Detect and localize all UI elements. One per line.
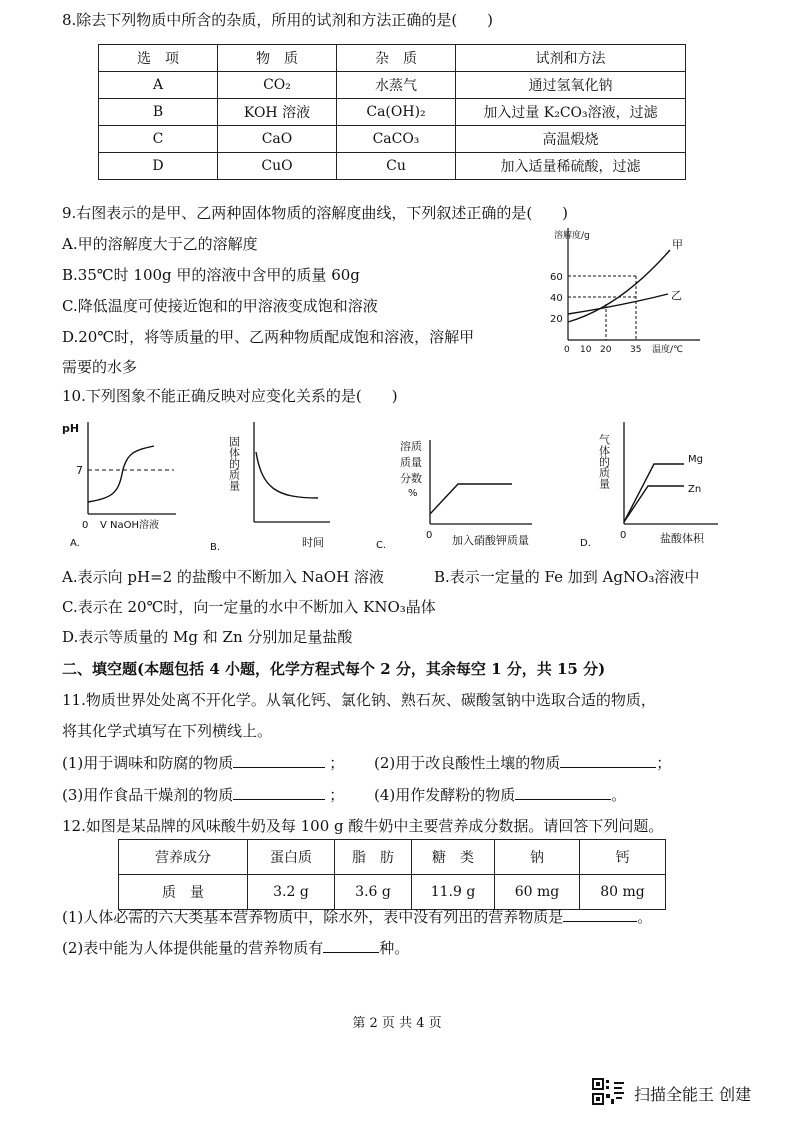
- q11-part4: [374, 785, 626, 805]
- answer-blank[interactable]: [560, 753, 656, 768]
- table-cell: 3.6 g: [335, 875, 412, 910]
- y-tick-60: 60: [550, 272, 563, 283]
- q11-stem-line1: 11.物质世界处处离不开化学。从氧化钙、氯化钠、熟石灰、碳酸氢钠中选取合适的物质，: [62, 691, 656, 709]
- table-cell: 11.9 g: [412, 875, 495, 910]
- q12-part1: [62, 907, 652, 927]
- y-label-1: 溶质: [400, 440, 422, 453]
- table-cell: D: [99, 153, 218, 180]
- table-cell: 质 量: [119, 875, 248, 910]
- table-row: [99, 45, 686, 72]
- zn-label: Zn: [688, 484, 702, 495]
- table-cell: 80 mg: [580, 875, 666, 910]
- q10-option-c: C.表示在 20℃时，向一定量的水中不断加入 KNO₃晶体: [62, 598, 436, 616]
- punctuation: 。: [637, 908, 653, 926]
- q11-part4-text: (4)用作发酵粉的物质: [374, 786, 516, 804]
- table-cell: C: [99, 126, 218, 153]
- table-header: 试剂和方法: [456, 45, 686, 72]
- table-header: 钙: [580, 840, 666, 875]
- origin: 0: [82, 520, 89, 531]
- x-axis-label: 时间: [302, 536, 324, 549]
- q9-option-c: C.降低温度可使接近饱和的甲溶液变成饱和溶液: [62, 297, 378, 315]
- nutrition-table: [118, 839, 666, 910]
- solid-mass-curve: [256, 452, 318, 498]
- answer-blank[interactable]: [233, 785, 325, 800]
- q10-option-d: D.表示等质量的 Mg 和 Zn 分别加足量盐酸: [62, 628, 353, 646]
- q12-part1-text: (1)人体必需的六大类基本营养物质中，除水外，表中没有列出的营养物质是: [62, 908, 564, 926]
- q9-option-a: A.甲的溶解度大于乙的溶解度: [62, 235, 258, 253]
- table-cell: 高温煅烧: [456, 126, 686, 153]
- punctuation: 。: [611, 786, 627, 804]
- q11-part2: [374, 753, 671, 773]
- x-tick-10: 10: [580, 345, 592, 355]
- x-tick-0: 0: [564, 345, 570, 355]
- table-cell: KOH 溶液: [218, 99, 337, 126]
- table-cell: CuO: [218, 153, 337, 180]
- punctuation: ；: [656, 754, 672, 772]
- q11-part3-text: (3)用作食品干燥剂的物质: [62, 786, 234, 804]
- punctuation: ；: [329, 786, 345, 804]
- q10-option-a: A.表示向 pH=2 的盐酸中不断加入 NaOH 溶液: [62, 568, 384, 586]
- x-axis-label: 温度/℃: [652, 345, 684, 355]
- table-cell: 通过氢氧化钠: [456, 72, 686, 99]
- q11-stem-line2: 将其化学式填写在下列横线上。: [62, 722, 273, 740]
- answer-blank[interactable]: [515, 785, 611, 800]
- x-axis-label: 加入硝酸钾质量: [452, 534, 529, 547]
- q10-option-b: B.表示一定量的 Fe 加到 AgNO₃溶液中: [434, 568, 700, 586]
- x-axis-label: V NaOH溶液: [100, 520, 160, 531]
- tick-7: 7: [76, 464, 83, 477]
- table-header: 蛋白质: [248, 840, 335, 875]
- figure-tag: A.: [70, 538, 80, 549]
- mg-line: [624, 464, 684, 522]
- table-header: 选 项: [99, 45, 218, 72]
- q12-part2-suffix: 种。: [379, 939, 410, 957]
- q11-part3: [62, 785, 344, 805]
- table-row: [99, 126, 686, 153]
- q12-part2-text: (2)表中能为人体提供能量的营养物质有: [62, 939, 324, 957]
- mass-fraction-line: [430, 484, 512, 514]
- x-tick-35: 35: [630, 345, 642, 355]
- q9-stem: 9.右图表示的是甲、乙两种固体物质的溶解度曲线，下列叙述正确的是( ): [62, 204, 569, 222]
- solubility-chart: [540, 222, 710, 362]
- table-header: 脂 肪: [335, 840, 412, 875]
- table-header: 糖 类: [412, 840, 495, 875]
- table-cell: Cu: [337, 153, 456, 180]
- table-row: [99, 72, 686, 99]
- y-axis-label: pH: [62, 422, 80, 435]
- origin: 0: [426, 530, 433, 541]
- q11-part1: [62, 753, 344, 773]
- table-header: 杂 质: [337, 45, 456, 72]
- table-cell: A: [99, 72, 218, 99]
- origin: 0: [620, 530, 627, 541]
- y-axis-label: 固体的质量: [227, 436, 241, 491]
- q11-part2-text: (2)用于改良酸性土壤的物质: [374, 754, 561, 772]
- series-label-yi: 乙: [671, 289, 682, 302]
- answer-blank[interactable]: [233, 753, 325, 768]
- table-cell: CaO: [218, 126, 337, 153]
- q9-option-d-cont: 需要的水多: [62, 358, 138, 376]
- x-tick-20: 20: [600, 345, 612, 355]
- table-cell: 3.2 g: [248, 875, 335, 910]
- table-cell: 60 mg: [495, 875, 580, 910]
- y-label-2: 质量: [400, 456, 422, 469]
- q8-stem: 8.除去下列物质中所含的杂质，所用的试剂和方法正确的是( ): [62, 11, 494, 29]
- q10-figure-b: [206, 418, 346, 558]
- table-cell: 加入过量 K₂CO₃溶液，过滤: [456, 99, 686, 126]
- table-cell: B: [99, 99, 218, 126]
- q10-figure-d: [578, 418, 728, 558]
- table-cell: 水蒸气: [337, 72, 456, 99]
- x-axis-label: 盐酸体积: [660, 532, 704, 545]
- table-row: [119, 840, 666, 875]
- punctuation: ；: [329, 754, 345, 772]
- figure-tag: D.: [580, 538, 591, 549]
- ph-curve: [88, 446, 154, 502]
- table-header: 钠: [495, 840, 580, 875]
- table-row: [99, 153, 686, 180]
- y-axis-label: 溶解度/g: [554, 231, 590, 241]
- figure-tag: B.: [210, 542, 221, 553]
- q8-table: [98, 44, 686, 180]
- mg-label: Mg: [688, 454, 703, 465]
- qr-code-icon: [592, 1078, 626, 1106]
- answer-blank[interactable]: [563, 907, 637, 922]
- y-tick-20: 20: [550, 314, 563, 325]
- q12-stem: 12.如图是某品牌的风味酸牛奶及每 100 g 酸牛奶中主要营养成分数据。请回答下列问题。: [62, 817, 664, 835]
- table-row: [119, 875, 666, 910]
- q10-figure-a: [56, 418, 196, 558]
- q10-stem: 10.下列图象不能正确反映对应变化关系的是( ): [62, 387, 398, 405]
- table-cell: 加入适量稀硫酸，过滤: [456, 153, 686, 180]
- q11-part1-text: (1)用于调味和防腐的物质: [62, 754, 234, 772]
- q10-figure-c: [372, 436, 552, 556]
- table-cell: Ca(OH)₂: [337, 99, 456, 126]
- figure-tag: C.: [376, 540, 387, 551]
- table-header: 物 质: [218, 45, 337, 72]
- q9-option-d: D.20℃时，将等质量的甲、乙两种物质配成饱和溶液，溶解甲: [62, 328, 475, 346]
- table-row: [99, 99, 686, 126]
- section-heading: 二、填空题(本题包括 4 小题，化学方程式每个 2 分，其余每空 1 分，共 15 分): [62, 660, 606, 678]
- table-cell: CaCO₃: [337, 126, 456, 153]
- answer-blank[interactable]: [323, 938, 379, 953]
- table-header: 营养成分: [119, 840, 248, 875]
- page-number: 第 2 页 共 4 页: [352, 1016, 442, 1031]
- table-cell: CO₂: [218, 72, 337, 99]
- series-label-jia: 甲: [672, 238, 683, 251]
- y-axis-label: 气体的质量: [597, 434, 611, 489]
- q9-option-b: B.35℃时 100g 甲的溶液中含甲的质量 60g: [62, 266, 360, 284]
- scanner-brand: 扫描全能王 创建: [634, 1085, 752, 1104]
- q12-part2: [62, 938, 409, 958]
- y-label-4: %: [408, 488, 418, 499]
- y-tick-40: 40: [550, 293, 563, 304]
- y-label-3: 分数: [400, 472, 422, 485]
